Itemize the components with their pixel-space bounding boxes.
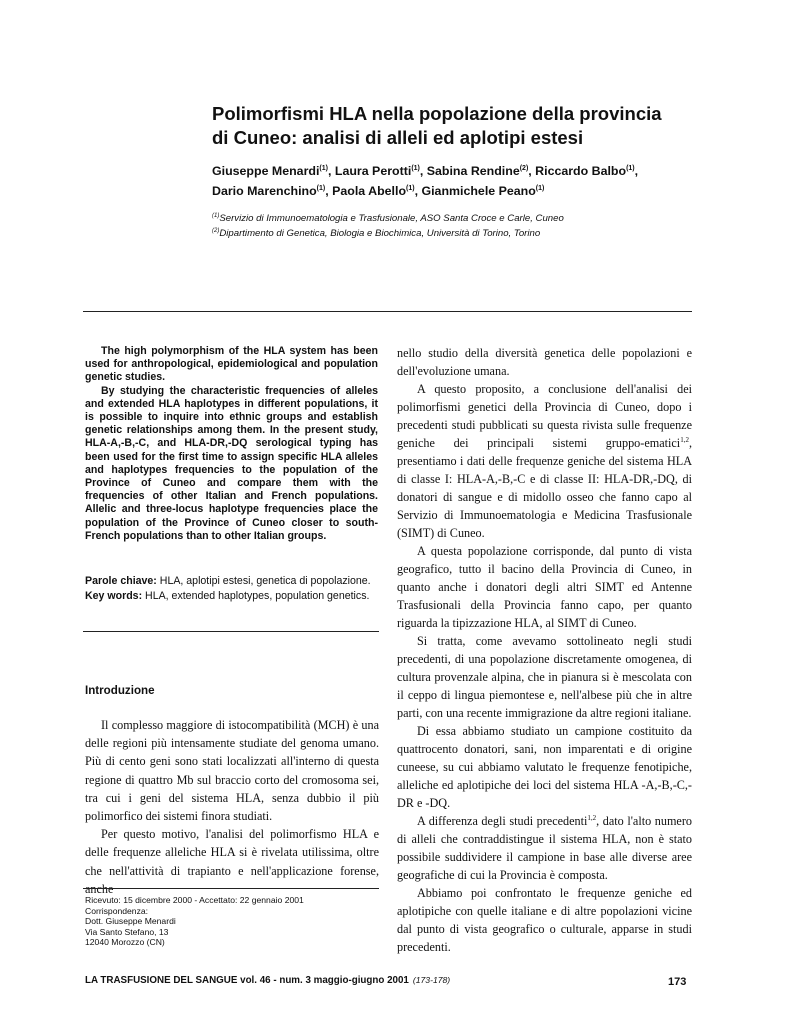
correspondence-street: Via Santo Stefano, 13: [85, 926, 169, 937]
affiliation: $^{(1)}$Servizio di Immunoematologia e Trasfusionale, ASO Santa Croce e Carle, Cuneo: [212, 213, 564, 225]
body-paragraph: Abbiamo poi confrontato le frequenze geniche ed aplotipiche con quelle italiane e di altre popolazioni vicine dal punto di vista geografico o culturale, apparse in studi precedenti.: [397, 886, 692, 954]
author: Dario Marenchino$^{(1)}$,: [212, 184, 333, 199]
correspondence-label: Corrispondenza:: [85, 905, 149, 916]
footnote: [85, 895, 379, 948]
author: Riccardo Balbo$^{(1)}$,: [535, 164, 639, 179]
body-paragraph: Di essa abbiamo studiato un campione costituito da quattrocento donatori, sani, non imparentati e di origine cuneese, su cui abbiamo valutato le frequenze fenotipiche, alleliche ed aplotipiche dei loci del sistema HLA -A,-B,-C,-DR e -DQ.: [397, 724, 692, 810]
body-paragraph: nello studio della diversità genetica delle popolazioni e dell'evoluzione umana.: [397, 346, 692, 378]
author: Sabina Rendine$^{(2)}$,: [426, 164, 536, 179]
author: Laura Perotti$^{(1)}$,: [334, 164, 427, 179]
received-line: Ricevuto: 15 dicembre 2000 - Accettato: 22 gennaio 2001: [85, 895, 304, 905]
author: Gianmichele Peano$^{(1)}$: [421, 184, 545, 199]
abstract: [85, 345, 378, 543]
affiliation: $^{(2)}$Dipartimento di Genetica, Biologia e Biochimica, Università di Torino, Torino: [212, 228, 541, 240]
body-paragraph: Il complesso maggiore di istocompatibilità (MCH) è una delle regioni più intensamente studiate del genoma umano. Più di cento geni sono stati localizzati all'interno di questa regione di quattro Mb sul braccio corto del cromosoma sei, tra cui i geni del sistema HLA, senza dubbio il più polimorfico dei sistemi finora studiati.: [85, 718, 379, 824]
title-line-2: di Cuneo: analisi di alleli ed aplotipi estesi: [212, 127, 584, 148]
author-list: [212, 160, 682, 200]
correspondence-city: 12040 Morozzo (CN): [85, 937, 165, 948]
section-heading: Introduzione: [85, 684, 155, 697]
title-line-1: Polimorfismi HLA nella popolazione della provincia: [212, 103, 662, 124]
abstract-paragraph: The high polymorphism of the HLA system has been used for anthropological, epidemiological and population genetic studies.: [85, 345, 378, 384]
affiliations: [212, 210, 682, 240]
body-paragraph: Si tratta, come avevamo sottolineato negli studi precedenti, di una popolazione discretamente omogenea, di cultura provenzale alpina, che in pianura si è mescolata con il ceppo di lingua piemontese e, nell'albese più che in altre parti, con una recente immigrazione da altre regioni italiane.: [397, 634, 692, 720]
article-title: [212, 102, 692, 150]
journal-citation: LA TRASFUSIONE DEL SANGUE vol. 46 - num. 3 maggio-giugno 2001: [85, 975, 409, 986]
keywords-english: Key words: HLA, extended haplotypes, population genetics.: [85, 589, 370, 602]
footnote-divider: [83, 888, 379, 889]
author: Giuseppe Menardi$^{(1)}$,: [212, 164, 335, 179]
abstract-paragraph: By studying the characteristic frequencies of alleles and extended HLA haplotypes in different populations, it is possible to inquire into ethnic groups and establish genetic relationships among them. In the present study, HLA-A,-B,-C, and HLA-DR,-DQ serological typing has been used for the first time to assign specific HLA alleles and haplotypes frequencies to the population of the Province of Cuneo and compare them with the frequencies of other Italian and French populations. Allelic and three-locus haplotype frequencies place the population of the Province of Cuneo closer to south-French populations than to other Italian groups.: [85, 384, 378, 542]
page-range: (173-178): [412, 975, 451, 985]
body-paragraph: A questa popolazione corrisponde, dal punto di vista geografico, tutto il bacino della Provincia di Cuneo, in quanto anche i donatori degli altri SIMT ed Antenne Trasfusionali della Provincia fanno capo, per quanto riguarda la tipizzazione HLA, al SIMT di Cuneo.: [397, 544, 692, 630]
body-paragraph: A questo proposito, a conclusione dell'analisi dei polimorfismi genetici della Provincia di Cuneo, dopo i precedenti studi pubblicati su questa rivista sulle frequenze geniche dei principali sistemi gruppo-ematici$^{1,2}$, presentiamo i dati delle frequenze geniche del sistema HLA di classe I: HLA-A,-B,-C e di classe II: HLA-DR,-DQ, di donatori di sangue e di midollo osseo che fanno capo al Servizio di Immunoematologia e Medicina Trasfusionale (SIMT) di Cuneo.: [397, 382, 692, 540]
body-paragraph: A differenza degli studi precedenti$^{1,2}$, dato l'alto numero di alleli che contraddistingue il sistema HLA, non è stato possibile suddividere il campione in base alle diverse aree geografiche di cui la Provincia è composta.: [397, 813, 692, 882]
author: Paola Abello$^{(1)}$,: [332, 184, 422, 199]
header-divider: [83, 311, 692, 312]
correspondence-name: Dott. Giuseppe Menardi: [85, 916, 176, 927]
body-paragraph: Per questo motivo, l'analisi del polimorfismo HLA e delle frequenze alleliche HLA si è rivelata utilissima, oltre che nell'attività di trapianto e nell'applicazione forense, anche: [85, 827, 379, 896]
intro-text: [85, 716, 379, 898]
right-column-text: [397, 344, 692, 956]
keywords-divider: [83, 631, 379, 632]
citation: 1,2: [680, 435, 689, 444]
journal-footer: [85, 975, 450, 986]
citation: 1,2: [587, 813, 597, 822]
keywords-block: [85, 574, 378, 603]
keywords-italian: Parole chiave: HLA, aplotipi estesi, genetica di popolazione.: [85, 575, 371, 587]
page-number: 173: [668, 976, 687, 988]
